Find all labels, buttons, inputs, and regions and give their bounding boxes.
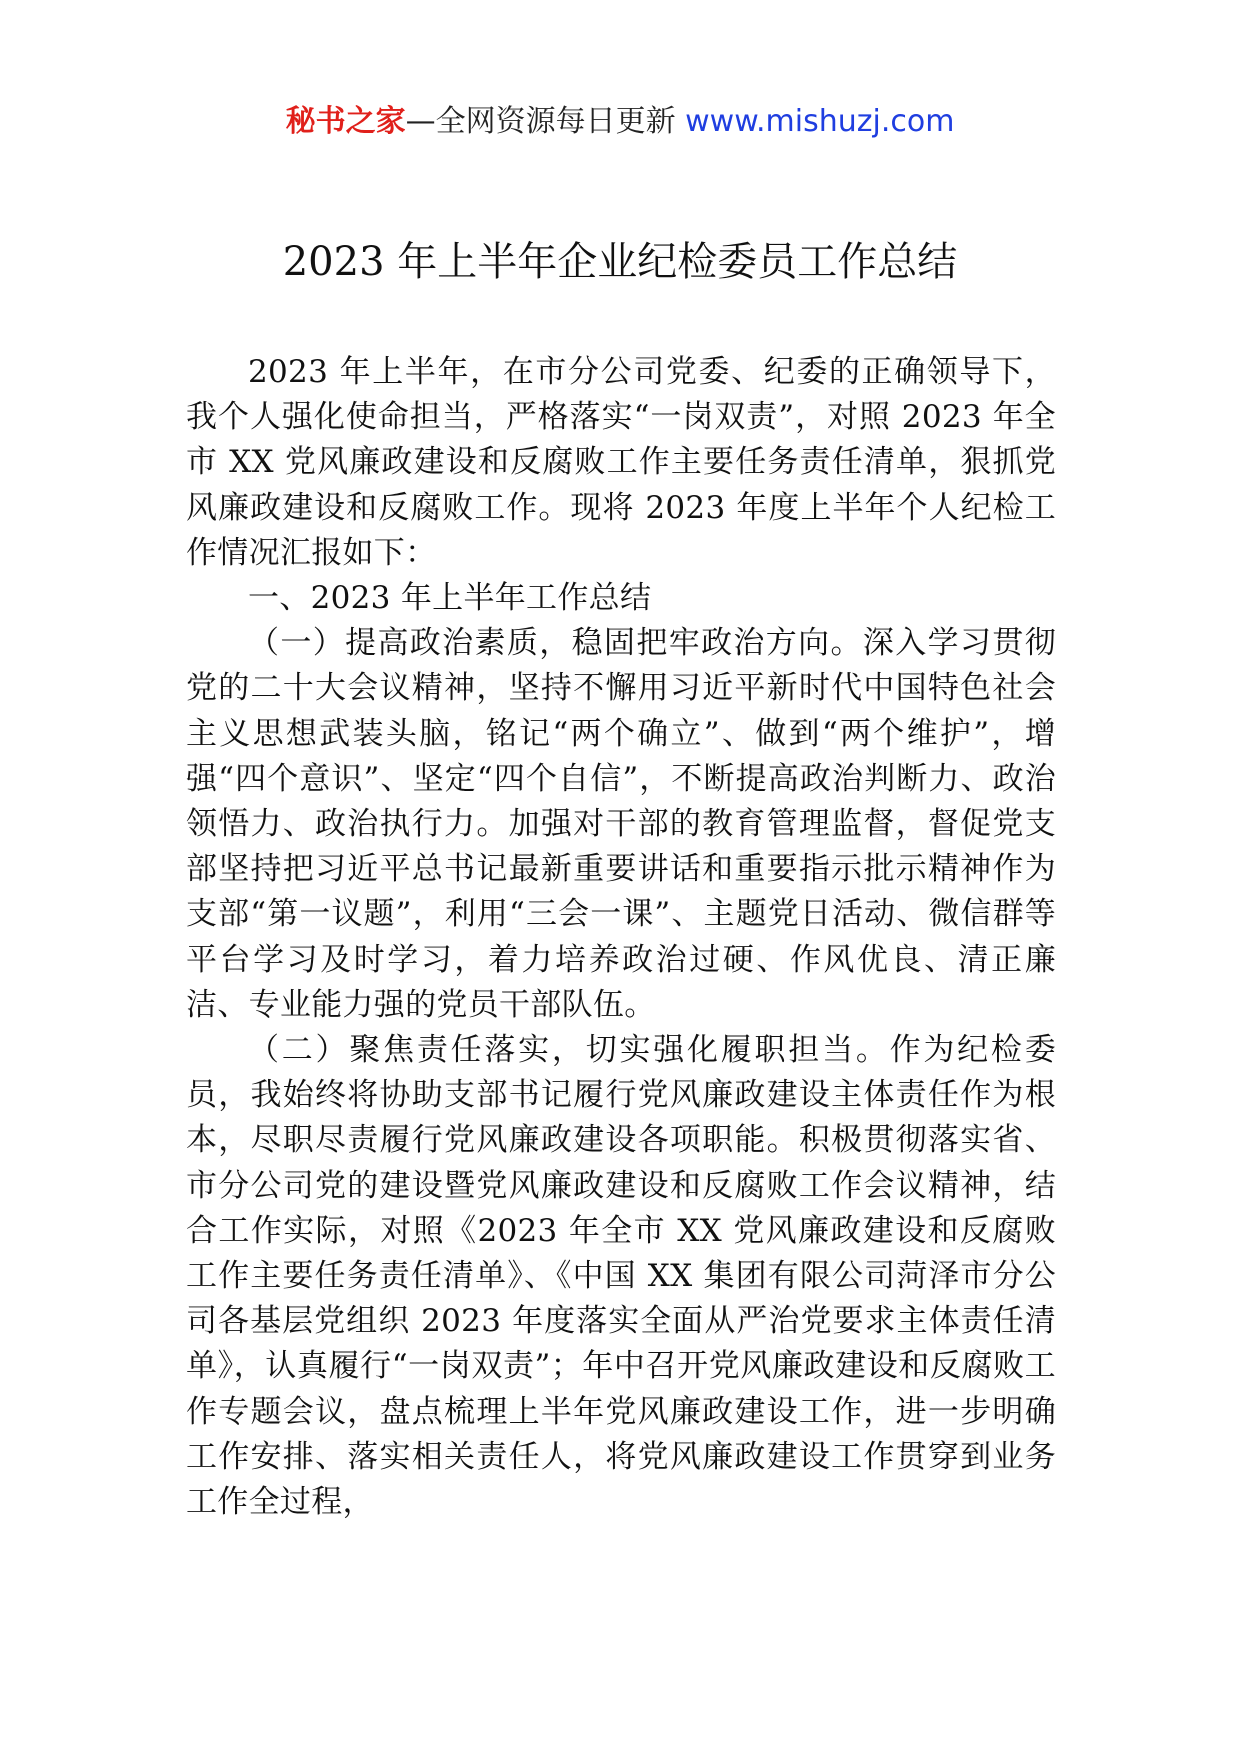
subsection-paragraph-2: （二）聚焦责任落实，切实强化履职担当。作为纪检委员，我始终将协助支部书记履行党风廉政建设主体责任作为根本，尽职尽责履行党风廉政建设各项职能。积极贯彻落实省、市分公司党的建设暨党风廉政建设和反腐败工作会议精神，结合工作实际，对照《2023 年全市 XX 党风廉政建设和反腐败工作主要任务责任清单》、《中国 XX 集团有限公司菏泽市分公司各基层党组织 2023 年度落实全面从严治党要求主体责任清单》，认真履行“一岗双责”；年中召开党风廉政建设和反腐败工作专题会议，盘点梳理上半年党风廉政建设工作，进一步明确工作安排、落实相关责任人，将党风廉政建设工作贯穿到业务工作全过程， — [186, 1032, 1056, 1521]
site-banner — [0, 102, 1240, 142]
site-tagline: —全网资源每日更新 — [405, 104, 686, 139]
section-heading-1: 一、2023 年上半年工作总结 — [248, 580, 652, 617]
subsection-paragraph-1: （一）提高政治素质，稳固把牢政治方向。深入学习贯彻党的二十大会议精神，坚持不懈用习近平新时代中国特色社会主义思想武装头脑，铭记“两个确立”、做到“两个维护”，增强“四个意识”、坚定“四个自信”，不断提高政治判断力、政治领悟力、政治执行力。加强对干部的教育管理监督，督促党支部坚持把习近平总书记最新重要讲话和重要指示批示精神作为支部“第一议题”，利用“三会一课”、主题党日活动、微信群等平台学习及时学习，着力培养政治过硬、作风优良、清正廉洁、专业能力强的党员干部队伍。 — [186, 625, 1056, 1023]
intro-paragraph: 2023 年上半年，在市分公司党委、纪委的正确领导下，我个人强化使命担当，严格落实“一岗双责”，对照 2023 年全市 XX 党风廉政建设和反腐败工作主要任务责任清单，狠抓党风廉政建设和反腐败工作。现将 2023 年度上半年个人纪检工作情况汇报如下： — [186, 354, 1056, 571]
site-url-link[interactable]: www.mishuzj.com — [685, 104, 955, 139]
document-title: 2023 年上半年企业纪检委员工作总结 — [282, 239, 958, 285]
document-body — [186, 350, 1056, 1525]
site-brand: 秘书之家 — [285, 104, 406, 139]
